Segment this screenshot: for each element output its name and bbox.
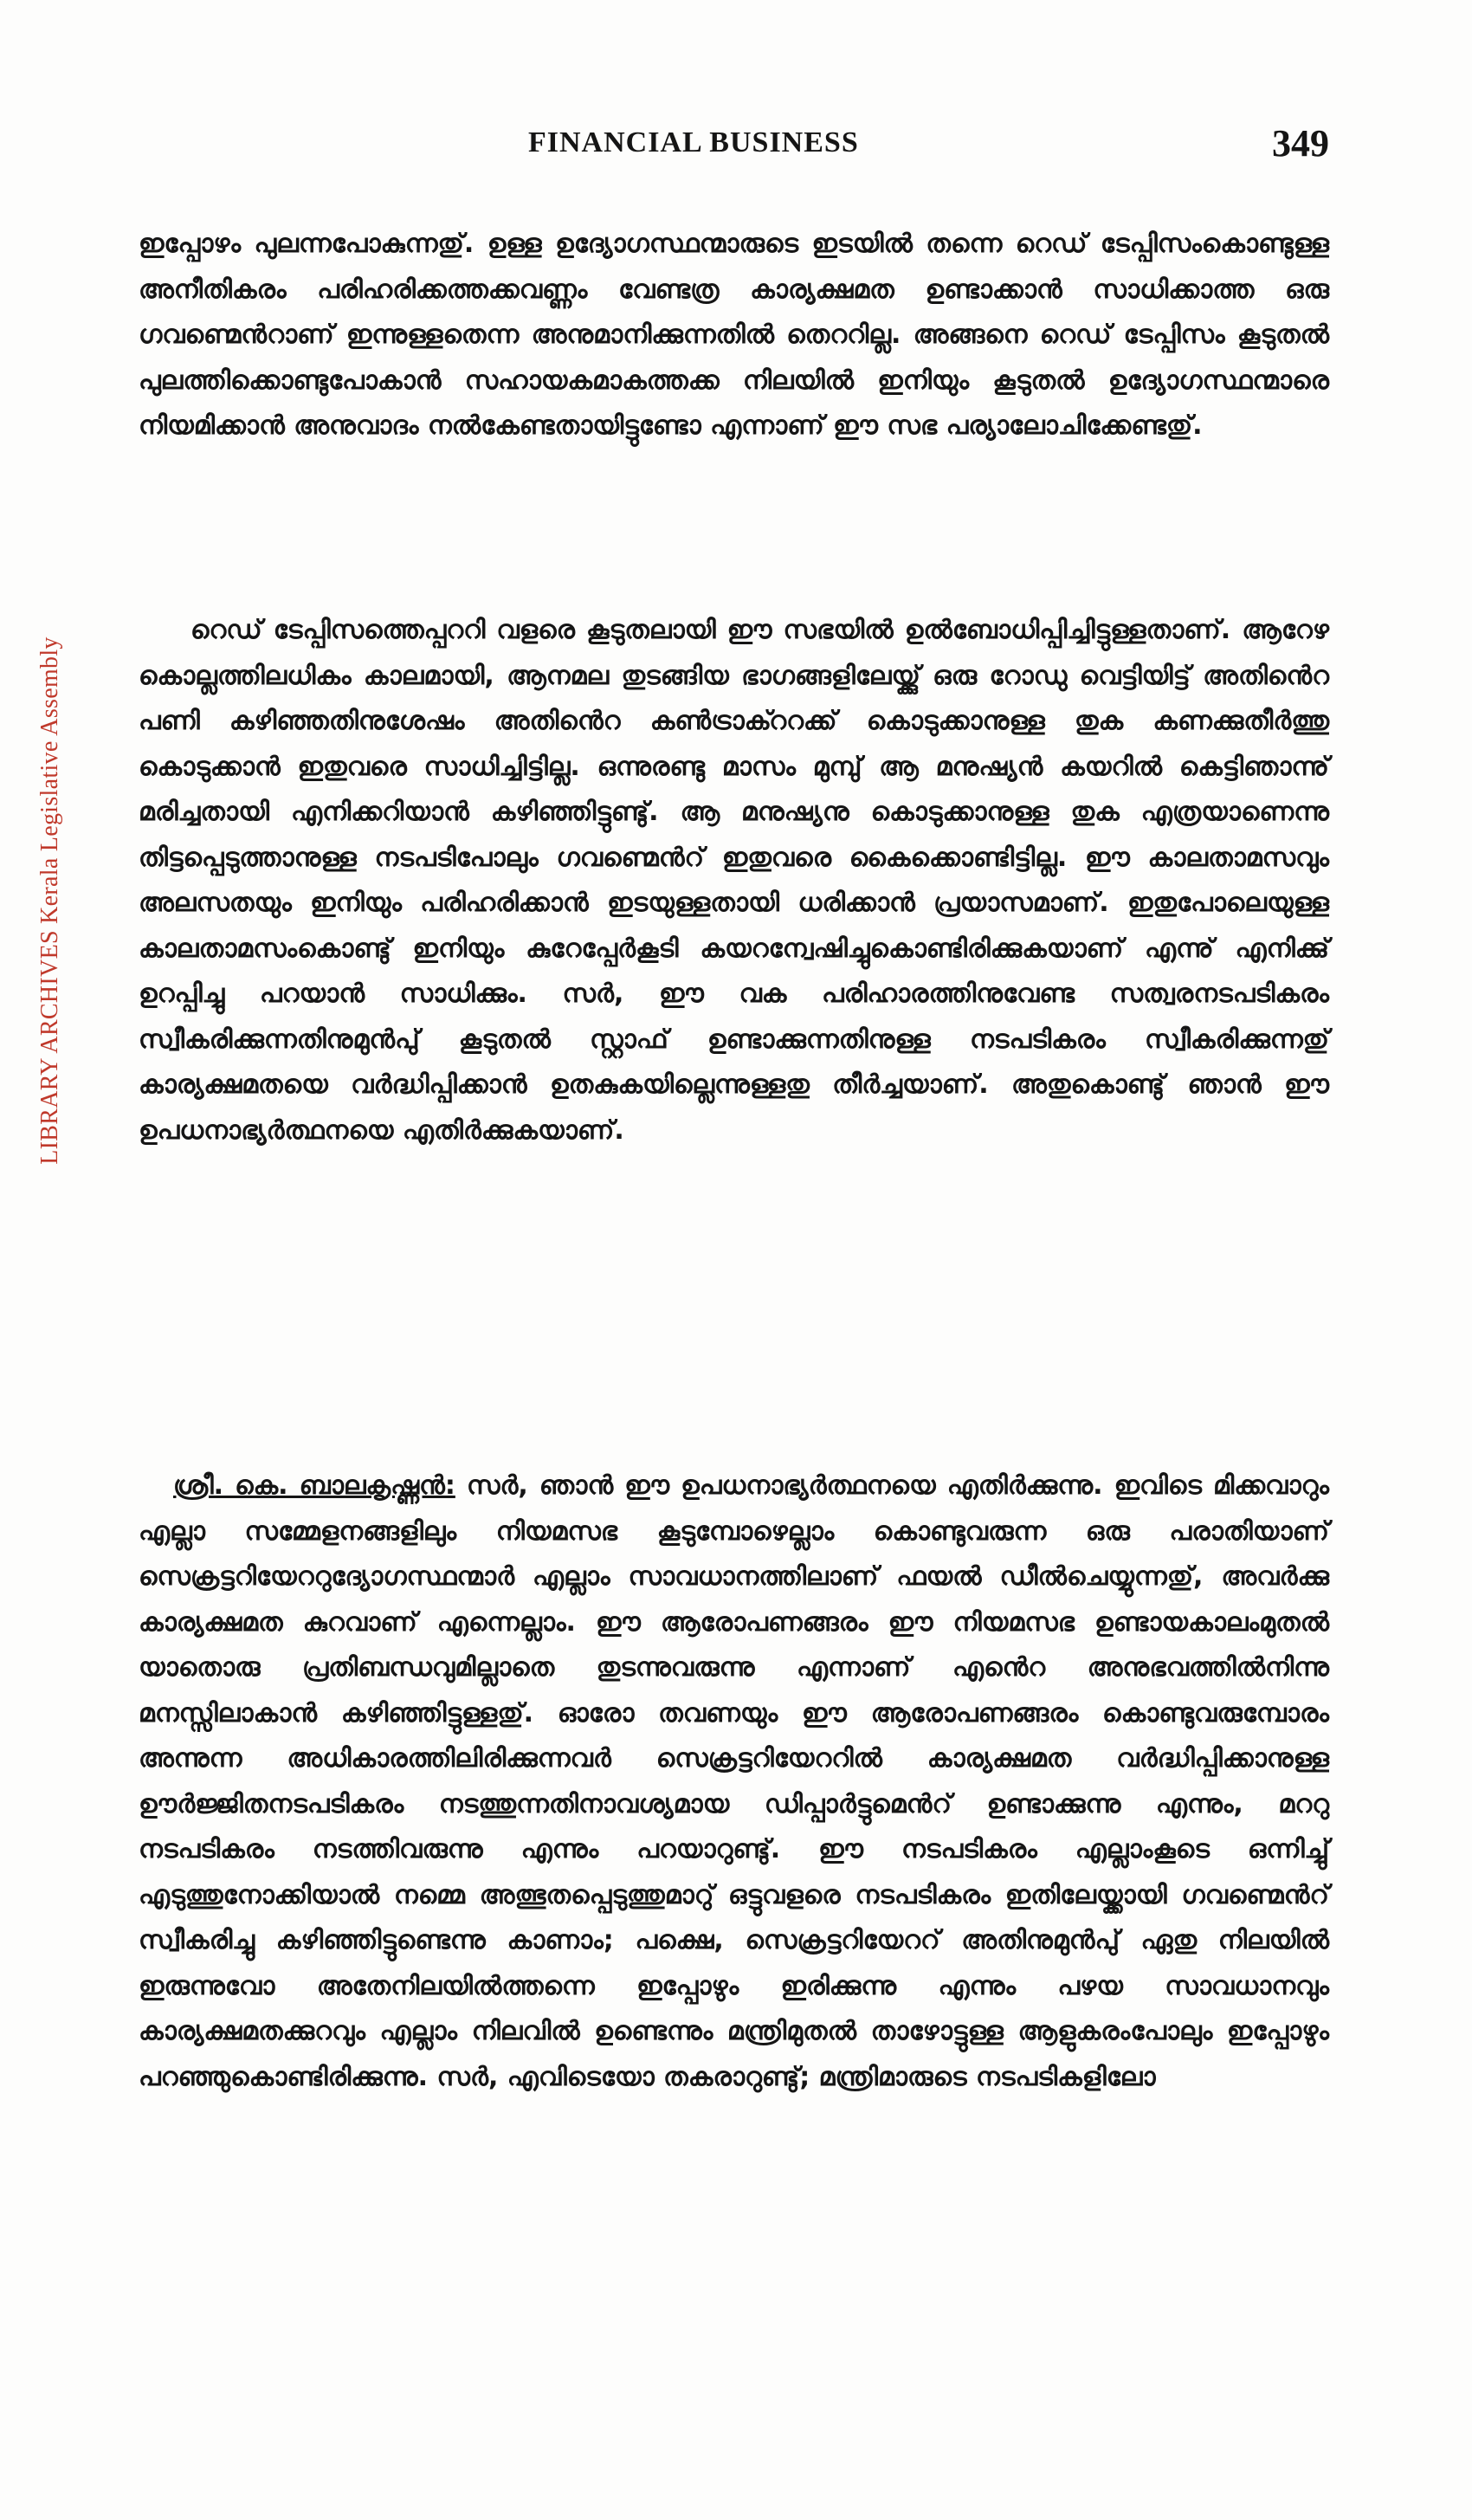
- running-title: FINANCIAL BUSINESS: [528, 126, 859, 158]
- paragraph-2: റെഡ് ടേപ്പിസത്തെപ്പററി വളരെ കൂടുതലായി ഈ സഭയിൽ ഉൽബോധിപ്പിച്ചിട്ടുള്ളതാണ്. ആറേഴ കൊല്ലത്തിലധികം കാലമായി, ആനമല തുടങ്ങിയ ഭാഗങ്ങളിലേയ്ക്കു് ഒരു റോഡു വെട്ടിയിട്ട് അതിൻെറ പണി കഴിഞ്ഞതിനുശേഷം അതിൻെറ കൺട്രാക്ററക്ക് കൊടുക്കാനുള്ള തുക കണക്കുതീർത്തു കൊടുക്കാൻ ഇതുവരെ സാധിച്ചിട്ടില്ല. ഒന്നുരണ്ടു മാസം മുമ്പു് ആ മനുഷ്യൻ കയറിൽ കെട്ടിഞാന്നു് മരിച്ചതായി എനിക്കറിയാൻ കഴിഞ്ഞിട്ടുണ്ടു്. ആ മനുഷ്യനു കൊടുക്കാനുള്ള തുക എത്രയാണെന്നു തിട്ടപ്പെടുത്താനുള്ള നടപടിപോലും ഗവണ്മെൻറ് ഇതുവരെ കൈക്കൊണ്ടിട്ടില്ല. ഈ കാലതാമസവും അലസതയും ഇനിയും പരിഹരിക്കാൻ ഇടയുള്ളതായി ധരിക്കാൻ പ്രയാസമാണ്. ഇതുപോലെയുള്ള കാലതാമസംകൊണ്ടു് ഇനിയും കുറേപ്പേർകൂടി കയറന്വേഷിച്ചുകൊണ്ടിരിക്കുകയാണ് എന്നു് എനിക്കു് ഉറപ്പിച്ചു പറയാൻ സാധിക്കും. സർ, ഈ വക പരിഹാരത്തിനുവേണ്ട സത്വരനടപടികരം സ്വീകരിക്കുന്നതിനുമുൻപു് കൂടുതൽ സ്റ്റാഫ് ഉണ്ടാക്കുന്നതിനുള്ള നടപടികരം സ്വീകരിക്കുന്നതു് കാര്യക്ഷമതയെ വർദ്ധിപ്പിക്കാൻ ഉതകുകയില്ലെന്നുള്ളതു തീർച്ചയാണ്. അതുകൊണ്ടു് ഞാൻ ഈ ഉപധനാഭ്യർത്ഥനയെ എതിർക്കുകയാണ്.: [139, 615, 1329, 1146]
- paragraph-3: [139, 1464, 1329, 2100]
- archive-watermark: LIBRARY ARCHIVES Kerala Legislative Assembly: [36, 636, 63, 1165]
- paragraph-3-text: സർ, ഞാൻ ഈ ഉപധനാഭ്യർത്ഥനയെ എതിർക്കുന്നു. ഇവിടെ മിക്കവാറും എല്ലാ സമ്മേളനങ്ങളിലും നിയമസഭ കൂടുമ്പോഴെല്ലാം കൊണ്ടുവരുന്ന ഒരു പരാതിയാണ് സെക്രട്ടറിയേററുദ്യോഗസ്ഥന്മാർ എല്ലാം സാവധാനത്തിലാണ് ഫയൽ ഡീൽചെയ്യുന്നതു്, അവർക്കു കാര്യക്ഷമത കുറവാണ് എന്നെല്ലാം. ഈ ആരോപണങ്ങരം ഈ നിയമസഭ ഉണ്ടായകാലംമുതൽ യാതൊരു പ്രതിബന്ധവുമില്ലാതെ തുടന്നുവരുന്നു എന്നാണ് എൻെറ അനുഭവത്തിൽനിന്നു മനസ്സിലാകാൻ കഴിഞ്ഞിട്ടുള്ളതു്. ഓരോ തവണയും ഈ ആരോപണങ്ങരം കൊണ്ടുവരുമ്പോരം അന്നുന്ന അധികാരത്തിലിരിക്കുന്നവർ സെക്രട്ടറിയേററിൽ കാര്യക്ഷമത വർദ്ധിപ്പിക്കാനുള്ള ഊർജ്ജിതനടപടികരം നടത്തുന്നതിനാവശ്യമായ ഡിപ്പാർട്ടുമെൻറ് ഉണ്ടാക്കുന്നു എന്നും, മററു നടപടികരം നടത്തിവരുന്നു എന്നും പറയാറുണ്ടു്. ഈ നടപടികരം എല്ലാംകൂടെ ഒന്നിച്ചു് എടുത്തുനോക്കിയാൽ നമ്മെ അത്ഭുതപ്പെടുത്തുമാറു് ഒട്ടുവളരെ നടപടികരം ഇതിലേയ്ക്കായി ഗവണ്മെൻറ് സ്വീകരിച്ചു കഴിഞ്ഞിട്ടുണ്ടെന്നു കാണാം; പക്ഷെ, സെക്രട്ടറിയേററ് അതിനുമുൻപു് ഏതു നിലയിൽ ഇരുന്നുവോ അതേനിലയിൽത്തന്നെ ഇപ്പോഴും ഇരിക്കുന്നു എന്നും പഴയ സാവധാനവും കാര്യക്ഷമതക്കുറവും എല്ലാം നിലവിൽ ഉണ്ടെന്നും മന്ത്രിമുതൽ താഴോട്ടുള്ള ആളുകരംപോലും ഇപ്പോഴും പറഞ്ഞുകൊണ്ടിരിക്കുന്നു. സർ, എവിടെയോ തകരാറുണ്ടു്; മന്ത്രിമാരുടെ നടപടികളിലോ: [139, 1470, 1329, 2092]
- speaker-name: ശ്രീ. കെ. ബാലകൃഷ്ണൻ:: [173, 1470, 455, 1501]
- paragraph-1: ഇപ്പോഴം പുലന്നപോകുന്നതു്. ഉള്ള ഉദ്യോഗസ്ഥന്മാരുടെ ഇടയിൽ തന്നെ റെഡ് ടേപ്പിസംകൊണ്ടുള്ള അനീതികരം പരിഹരിക്കത്തക്കവണ്ണം വേണ്ടത്ര കാര്യക്ഷമത ഉണ്ടാക്കാൻ സാധിക്കാത്ത ഒരു ഗവണ്മെൻറാണ് ഇന്നുള്ളതെന്ന അനുമാനിക്കുന്നതിൽ തെററില്ല. അങ്ങനെ റെഡ് ടേപ്പിസം കൂടുതൽ പുലത്തിക്കൊണ്ടുപോകാൻ സഹായകമാകത്തക്ക നിലയിൽ ഇനിയും കൂടുതൽ ഉദ്യോഗസ്ഥന്മാരെ നിയമിക്കാൻ അനുവാദം നൽകേണ്ടതായിട്ടുണ്ടോ എന്നാണ് ഈ സഭ പര്യാലോചിക്കേണ്ടതു്.: [139, 229, 1329, 441]
- page-number: 349: [1272, 122, 1329, 165]
- page-header: [134, 121, 1329, 173]
